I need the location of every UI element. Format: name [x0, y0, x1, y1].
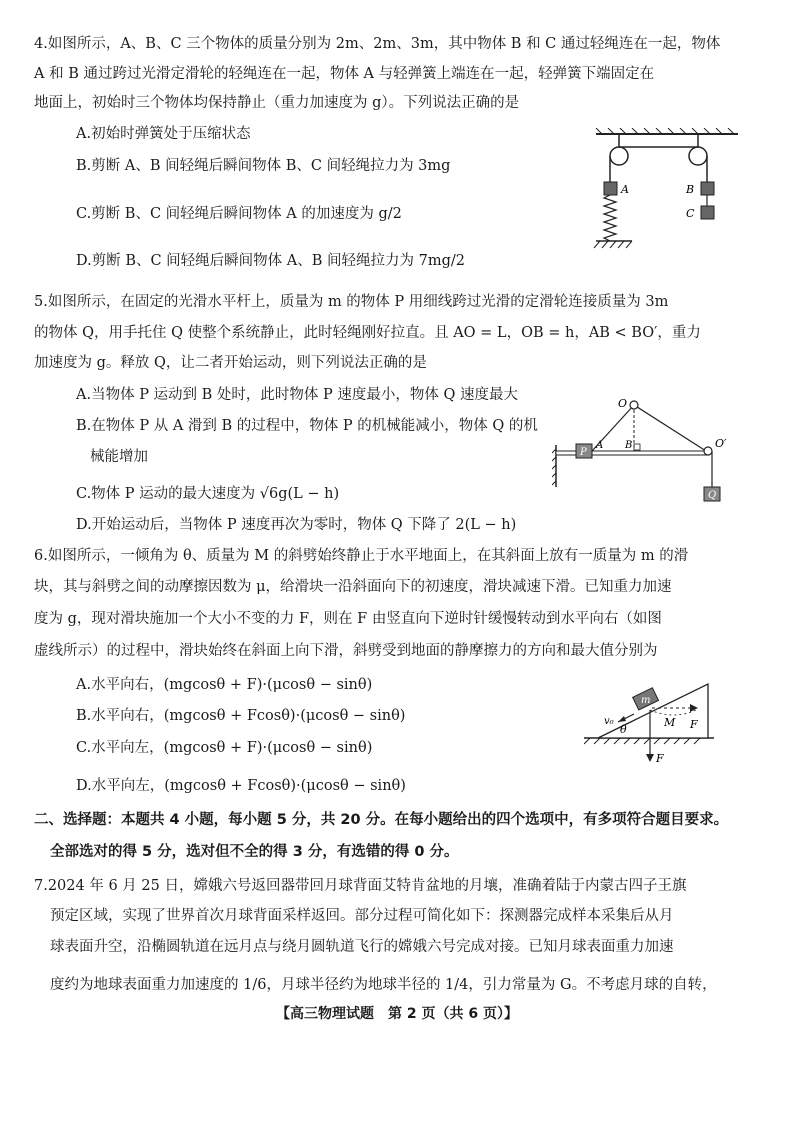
q6-label-big-m: M	[664, 716, 676, 729]
section2-heading-line-1: 二、选择题：本题共 4 小题，每小题 5 分，共 20 分。在每小题给出的四个选项中，有多项符合题目要求。	[34, 812, 729, 828]
q6-figure	[584, 680, 744, 772]
q5-stem-line-1: 5.如图所示，在固定的光滑水平杆上，质量为 m 的物体 P 用细线跨过光滑的定滑轮连接质量为 3m	[34, 294, 669, 310]
q6-label-v0: v₀	[604, 716, 614, 727]
q6-option-c: C.水平向左，(mgcosθ + F)·(μcosθ − sinθ)	[76, 740, 373, 756]
q7-stem-line-1: 7.2024 年 6 月 25 日，嫦娥六号返回器带回月球背面艾特肯盆地的月壤，准确着陆于内蒙古四子王旗	[34, 878, 687, 894]
q5-stem-line-3: 加速度为 g。释放 Q，让二者开始运动，则下列说法正确的是	[34, 355, 427, 371]
q7-stem-line-4: 度约为地球表面重力加速度的 1/6，月球半径约为地球半径的 1/4，引力常量为 G。不考虑月球的自转，	[50, 977, 717, 993]
q7-stem-line-2: 预定区域，实现了世界首次月球背面采样返回。部分过程可简化如下：探测器完成样本采集后从月	[50, 908, 674, 924]
q6-stem-line-2: 块，其与斜劈之间的动摩擦因数为 μ，给滑块一沿斜面向下的初速度，滑块减速下滑。已知重力加速	[34, 579, 672, 595]
q5-label-a: A	[596, 440, 604, 451]
q5-label-b: B	[625, 440, 633, 451]
q4-option-b: B.剪断 A、B 间轻绳后瞬间物体 B、C 间轻绳拉力为 3mg	[76, 158, 451, 174]
q6-option-a: A.水平向右，(mgcosθ + F)·(μcosθ − sinθ)	[76, 677, 373, 693]
q5-option-d: D.开始运动后，当物体 P 速度再次为零时，物体 Q 下降了 2(L − h)	[76, 517, 517, 533]
q5-option-c: C.物体 P 运动的最大速度为 √6g(L − h)	[76, 486, 340, 502]
q5-stem-line-2: 的物体 Q，用手托住 Q 使整个系统静止，此时轻绳刚好拉直。且 AO = L，OB = h，AB < BO′，重力	[34, 325, 701, 341]
q7-stem-line-3: 球表面升空，沿椭圆轨道在远月点与绕月圆轨道飞行的嫦娥六号完成对接。已知月球表面重力加速	[50, 939, 674, 955]
q5-option-b-line-2: 械能增加	[90, 449, 148, 465]
q4-option-a: A.初始时弹簧处于压缩状态	[76, 126, 251, 142]
q4-stem-line-3: 地面上，初始时三个物体均保持静止（重力加速度为 g）。下列说法正确的是	[34, 95, 520, 111]
q4-stem-line-2: A 和 B 通过跨过光滑定滑轮的轻绳连在一起，物体 A 与轻弹簧上端连在一起，轻弹簧下端固定在	[34, 66, 655, 82]
q4-label-b: B	[686, 183, 695, 196]
q5-figure	[552, 395, 742, 507]
q4-figure	[592, 128, 742, 260]
q5-option-a: A.当物体 P 运动到 B 处时，此时物体 P 速度最小，物体 Q 速度最大	[76, 387, 519, 403]
q6-stem-line-4: 虚线所示）的过程中，滑块始终在斜面上向下滑，斜劈受到地面的静摩擦力的方向和最大值分别为	[34, 643, 658, 659]
q5-label-o: O	[618, 397, 628, 410]
q6-label-m: m	[641, 695, 651, 706]
q6-label-f-down: F	[656, 752, 664, 765]
q4-option-d: D.剪断 B、C 间轻绳后瞬间物体 A、B 间轻绳拉力为 7mg/2	[76, 253, 466, 269]
q6-label-theta: θ	[620, 723, 627, 736]
page-footer: 【高三物理试题 第 2 页（共 6 页）】	[276, 1006, 518, 1022]
q4-stem-line-1: 4.如图所示，A、B、C 三个物体的质量分别为 2m、2m、3m，其中物体 B 和 C 通过轻绳连在一起，物体	[34, 36, 721, 52]
q6-label-f-right: F	[690, 718, 698, 731]
section2-heading-line-2: 全部选对的得 5 分，选对但不全的得 3 分，有选错的得 0 分。	[50, 844, 459, 860]
q4-option-c: C.剪断 B、C 间轻绳后瞬间物体 A 的加速度为 g/2	[76, 206, 402, 222]
q4-label-c: C	[686, 207, 695, 220]
q6-stem-line-3: 度为 g，现对滑块施加一个大小不变的力 F，则在 F 由竖直向下逆时针缓慢转动到水平向右（如图	[34, 611, 662, 627]
q6-stem-line-1: 6.如图所示，一倾角为 θ、质量为 M 的斜劈始终静止于水平地面上，在其斜面上放有一质量为 m 的滑	[34, 548, 689, 564]
q5-label-o-prime: O′	[715, 437, 727, 450]
q5-label-q: Q	[708, 490, 717, 501]
q5-option-b-line-1: B.在物体 P 从 A 滑到 B 的过程中，物体 P 的机械能减小，物体 Q 的机	[76, 418, 538, 434]
q6-option-b: B.水平向右，(mgcosθ + Fcosθ)·(μcosθ − sinθ)	[76, 708, 406, 724]
q5-label-p: P	[580, 447, 587, 458]
q6-option-d: D.水平向左，(mgcosθ + Fcosθ)·(μcosθ − sinθ)	[76, 778, 406, 794]
q4-label-a: A	[621, 183, 629, 196]
